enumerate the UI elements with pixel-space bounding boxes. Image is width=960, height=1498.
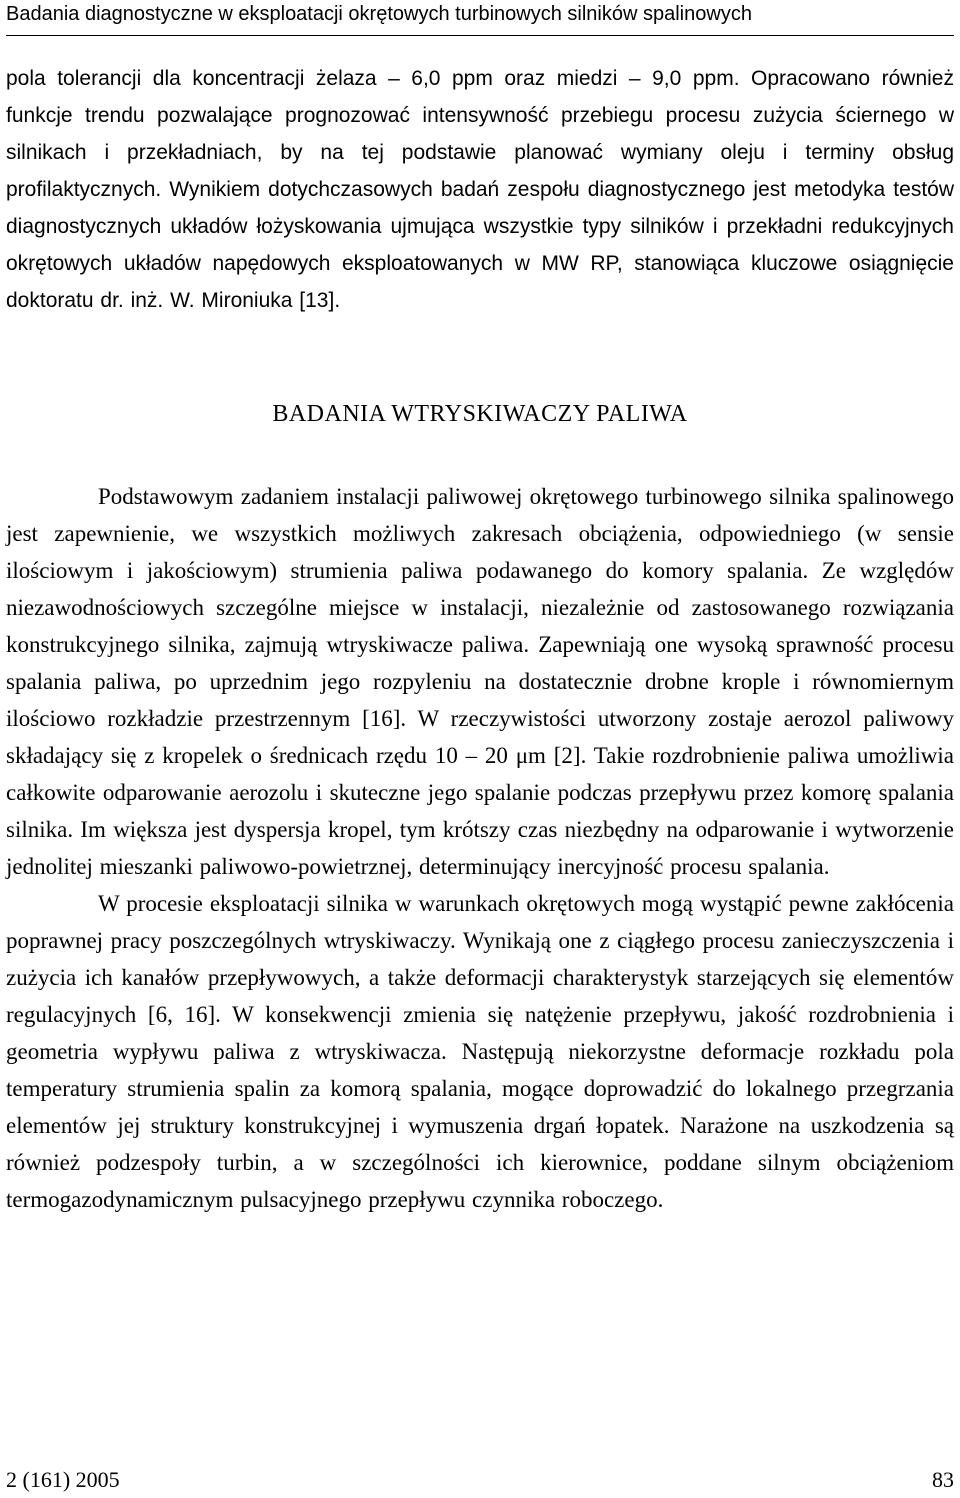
section-heading: BADANIA WTRYSKIWACZY PALIWA [272,401,688,427]
page-footer [6,1466,954,1494]
paragraph-continuation: pola tolerancji dla koncentracji żelaza – 6,0 ppm oraz miedzi – 9,0 ppm. Opracowano również funkcje trendu pozwalające prognozować intensywność przebiegu procesu zużycia ściernego w silnikach i przekładniach, by na tej podstawie planować wymiany oleju i terminy obsług profilaktycznych. Wynikiem dotychczasowych badań zespołu diagnostycznego jest metodyka testów diagnostycznych układów łożyskowania ujmująca wszystkie typy silników i przekładni redukcyjnych okrętowych układów napędowych eksploatowanych w MW RP, stanowiąca kluczowe osiągnięcie doktoratu dr. inż. W. Mironiuka [13]. [6,67,954,312]
page-body [6,60,954,1218]
paragraph-operation-disturbances: W procesie eksploatacji silnika w warunkach okrętowych mogą wystąpić pewne zakłócenia poprawnej pracy poszczególnych wtryskiwaczy. Wynikają one z ciągłego procesu zanieczyszczenia i zużycia ich kanałów przepływowych, a także deformacji charakterystyk starzejących się elementów regulacyjnych [6, 16]. W konsekwencji zmienia się natężenie przepływu, jakość rozdrobnienia i geometria wypływu paliwa z wtryskiwacza. Następują niekorzystne deformacje rozkładu pola temperatury strumienia spalin za komorą spalania, mogące doprowadzić do lokalnego przegrzania elementów jej struktury konstrukcyjnej i wymuszenia drgań łopatek. Narażone na uszkodzenia są również podzespoły turbin, a w szczególności ich kierownice, poddane silnym obciążeniom termogazodynamicznym pulsacyjnego przepływu czynnika roboczego. [6,891,954,1212]
running-header: Badania diagnostyczne w eksploatacji okrętowych turbinowych silników spalinowych [6,0,954,36]
issue-number: 2 (161) 2005 [6,1467,120,1492]
page-number: 83 [932,1467,954,1492]
paragraph-fuel-injectors: Podstawowym zadaniem instalacji paliwowej okrętowego turbinowego silnika spalinowego jest zapewnienie, we wszystkich możliwych zakresach obciążenia, odpowiedniego (w sensie ilościowym i jakościowym) strumienia paliwa podawanego do komory spalania. Ze względów niezawodnościowych szczególne miejsce w instalacji, niezależnie od zastosowanego rozwiązania konstrukcyjnego silnika, zajmują wtryskiwacze paliwa. Zapewniają one wysoką sprawność procesu spalania paliwa, po uprzednim jego rozpyleniu na dostatecznie drobne krople i równomiernym ilościowo rozkładzie przestrzennym [16]. W rzeczywistości utworzony zostaje aerozol paliwowy składający się z kropelek o średnicach rzędu 10 – 20 μm [2]. Takie rozdrobnienie paliwa umożliwia całkowite odparowanie aerozolu i skuteczne jego spalanie podczas przepływu przez komorę spalania silnika. Im większa jest dyspersja kropel, tym krótszy czas niezbędny na odparowanie i wytworzenie jednolitej mieszanki paliwowo-powietrznej, determinujący inercyjność procesu spalania. [6,484,954,879]
